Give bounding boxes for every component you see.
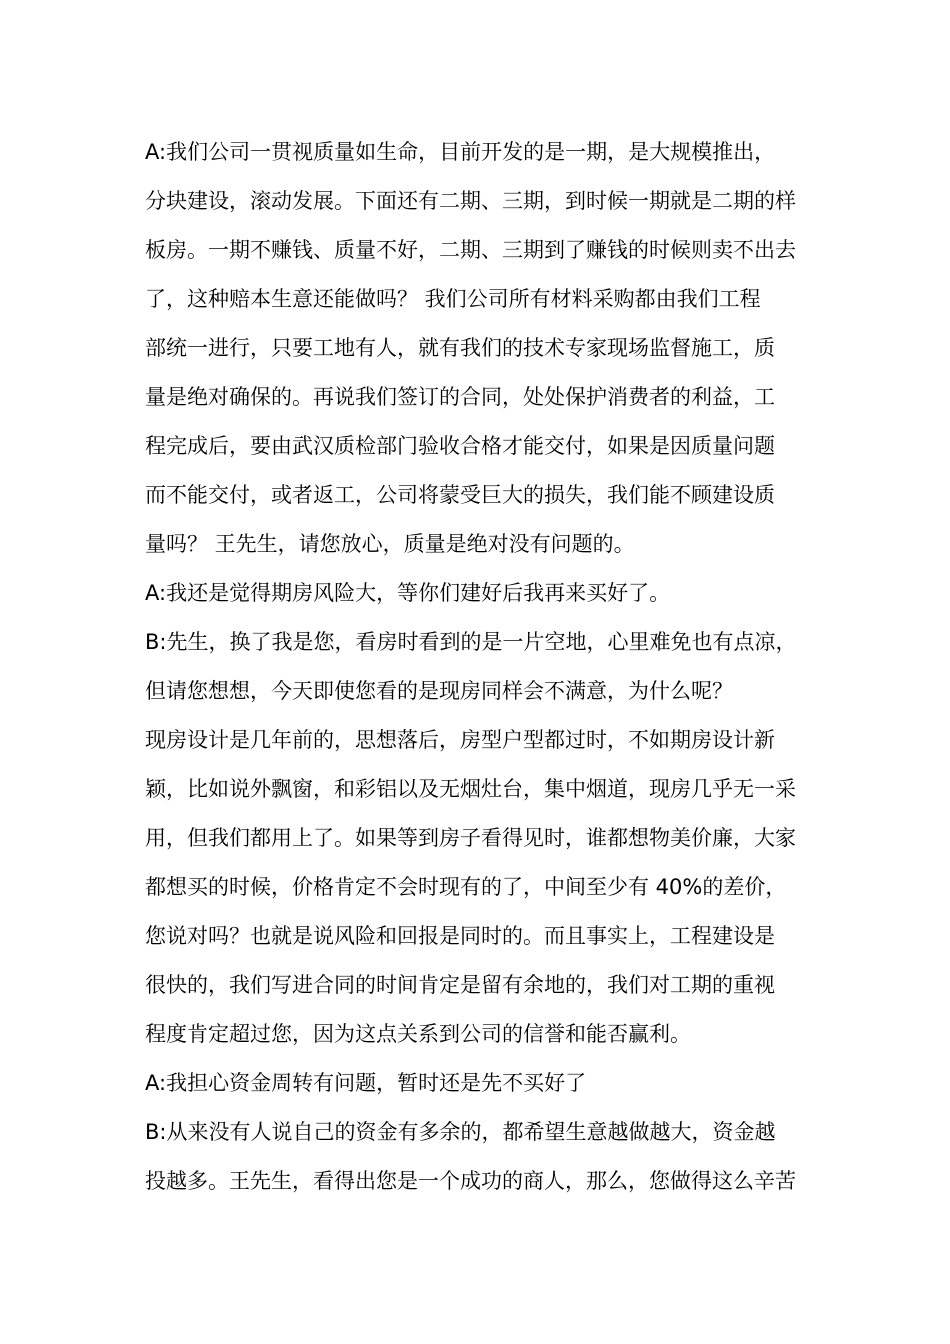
text-line: 程完成后，要由武汉质检部门验收合格才能交付，如果是因质量问题: [145, 434, 775, 458]
text-line: 颖，比如说外飘窗，和彩铝以及无烟灶台，集中烟道，现房几乎无一采: [145, 777, 796, 801]
text-line: B:先生，换了我是您，看房时看到的是一片空地，心里难免也有点凉，: [145, 630, 797, 654]
document-body: [145, 128, 810, 1206]
text-line: 您说对吗？也就是说风险和回报是同时的。而且事实上，工程建设是: [145, 924, 775, 948]
text-line: 分块建设，滚动发展。下面还有二期、三期，到时候一期就是二期的样: [145, 189, 796, 213]
text-line: 都想买的时候，价格肯定不会时现有的了，中间至少有 40%的差价，: [145, 875, 787, 899]
text-line: 部统一进行，只要工地有人，就有我们的技术专家现场监督施工，质: [145, 336, 775, 360]
text-line: 现房设计是几年前的，思想落后，房型户型都过时，不如期房设计新: [145, 728, 775, 752]
text-line: 量吗？ 王先生，请您放心，质量是绝对没有问题的。: [145, 532, 635, 556]
text-line: 投越多。王先生，看得出您是一个成功的商人，那么，您做得这么辛苦: [145, 1169, 796, 1193]
text-line: 用，但我们都用上了。如果等到房子看得见时，谁都想物美价廉，大家: [145, 826, 796, 850]
text-line: 程度肯定超过您，因为这点关系到公司的信誉和能否赢利。: [145, 1022, 691, 1046]
text-line: A:我担心资金周转有问题，暂时还是先不买好了: [145, 1071, 587, 1095]
text-line: 但请您想想，今天即使您看的是现房同样会不满意，为什么呢？: [145, 679, 733, 703]
text-line: 板房。一期不赚钱、质量不好，二期、三期到了赚钱的时候则卖不出去: [145, 238, 796, 262]
text-line: B:从来没有人说自己的资金有多余的，都希望生意越做越大，资金越: [145, 1120, 776, 1144]
text-line: A:我还是觉得期房风险大，等你们建好后我再来买好了。: [145, 581, 671, 605]
text-line: 而不能交付，或者返工，公司将蒙受巨大的损失，我们能不顾建设质: [145, 483, 775, 507]
text-line: A:我们公司一贯视质量如生命，目前开发的是一期，是大规模推出，: [145, 140, 776, 164]
text-line: 了，这种赔本生意还能做吗？ 我们公司所有材料采购都由我们工程: [145, 287, 761, 311]
text-line: 量是绝对确保的。再说我们签订的合同，处处保护消费者的利益，工: [145, 385, 775, 409]
text-line: 很快的，我们写进合同的时间肯定是留有余地的，我们对工期的重视: [145, 973, 775, 997]
